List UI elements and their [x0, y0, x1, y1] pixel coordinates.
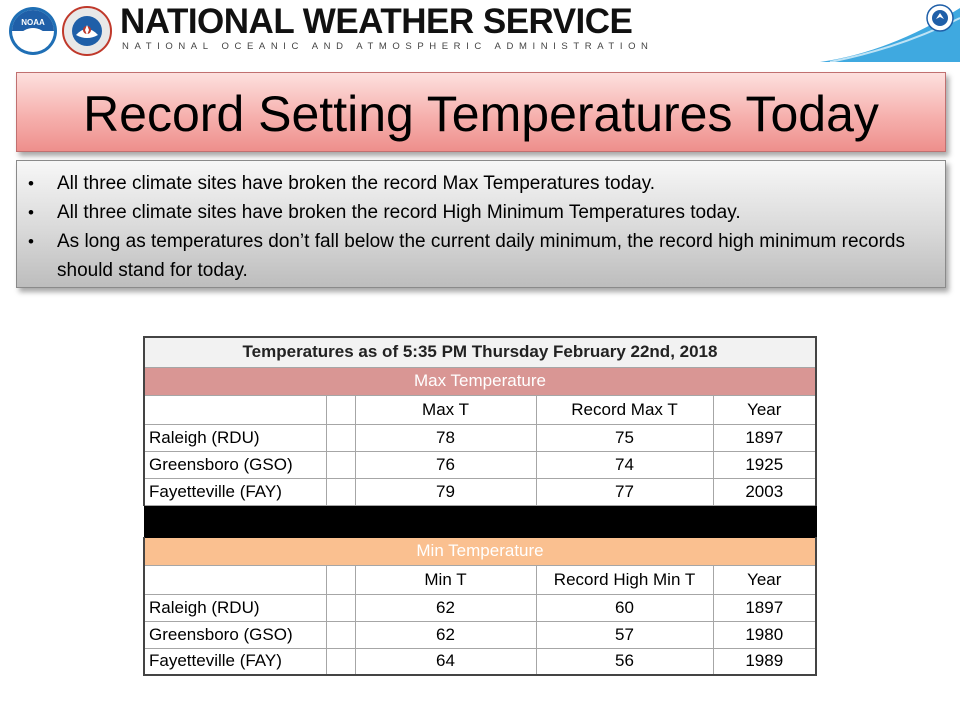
temp-cell: 78 [355, 424, 536, 451]
table-row [144, 648, 816, 675]
year-cell: 1897 [713, 594, 816, 621]
year-cell: 2003 [713, 478, 816, 505]
spacer-cell [326, 478, 355, 505]
table-title: Temperatures as of 5:35 PM Thursday February 22nd, 2018 [144, 337, 816, 367]
record-cell: 75 [536, 424, 713, 451]
bullet-item [17, 227, 945, 285]
year-cell: 1925 [713, 451, 816, 478]
slide-title: Record Setting Temperatures Today [83, 86, 879, 142]
commerce-seal-icon [926, 4, 954, 32]
site-cell: Greensboro (GSO) [144, 621, 326, 648]
bullet-text: All three climate sites have broken the record Max Temperatures today. [57, 173, 656, 194]
year-cell: 1980 [713, 621, 816, 648]
max-header-row [144, 395, 816, 424]
bullet-text: All three climate sites have broken the record High Minimum Temperatures today. [57, 202, 741, 223]
table-row [144, 621, 816, 648]
header-cell-min-t: Min T [355, 565, 536, 594]
spacer-cell [326, 451, 355, 478]
site-cell: Fayetteville (FAY) [144, 648, 326, 675]
record-cell: 56 [536, 648, 713, 675]
header-cell-empty [326, 565, 355, 594]
header-cell-empty [326, 395, 355, 424]
max-section-row [144, 367, 816, 395]
temp-cell: 79 [355, 478, 536, 505]
header-cell-empty [144, 565, 326, 594]
record-cell: 60 [536, 594, 713, 621]
site-cell: Raleigh (RDU) [144, 594, 326, 621]
temp-cell: 62 [355, 594, 536, 621]
header-cell-max-t: Max T [355, 395, 536, 424]
noaa-logo-text: NOAA [21, 18, 45, 27]
bullet-text: As long as temperatures don’t fall below the current daily minimum, the record high minimum records should stand for today. [57, 231, 905, 281]
header [0, 0, 960, 62]
record-cell: 77 [536, 478, 713, 505]
header-cell-record-max-t: Record Max T [536, 395, 713, 424]
spacer-cell [326, 594, 355, 621]
table-row [144, 594, 816, 621]
table-title-row [144, 337, 816, 367]
table-row [144, 451, 816, 478]
header-cell-record-high-min-t: Record High Min T [536, 565, 713, 594]
header-cell-year: Year [713, 395, 816, 424]
min-section-label: Min Temperature [144, 537, 816, 565]
bullet-item [17, 198, 945, 227]
year-cell: 1897 [713, 424, 816, 451]
nws-title: NATIONAL WEATHER SERVICE [120, 2, 633, 41]
nws-logo [62, 6, 112, 56]
temp-cell: 62 [355, 621, 536, 648]
spacer-cell [326, 424, 355, 451]
record-cell: 74 [536, 451, 713, 478]
header-cell-year: Year [713, 565, 816, 594]
separator-band [144, 505, 816, 537]
bullet-item [17, 169, 945, 198]
site-cell: Raleigh (RDU) [144, 424, 326, 451]
max-section-label: Max Temperature [144, 367, 816, 395]
title-banner [16, 72, 946, 152]
table-row [144, 424, 816, 451]
year-cell: 1989 [713, 648, 816, 675]
spacer-cell [326, 621, 355, 648]
record-cell: 57 [536, 621, 713, 648]
temp-cell: 64 [355, 648, 536, 675]
bullet-list [17, 161, 945, 285]
temp-cell: 76 [355, 451, 536, 478]
bullet-dot-icon: • [28, 174, 34, 193]
temperature-table [143, 336, 817, 676]
bullet-dot-icon: • [28, 232, 34, 251]
separator-row [144, 505, 816, 537]
bullets-box [16, 160, 946, 288]
min-header-row [144, 565, 816, 594]
min-section-row [144, 537, 816, 565]
header-cell-empty [144, 395, 326, 424]
table-row [144, 478, 816, 505]
site-cell: Greensboro (GSO) [144, 451, 326, 478]
nws-subtitle: NATIONAL OCEANIC AND ATMOSPHERIC ADMINISTRATION [122, 41, 654, 52]
spacer-cell [326, 648, 355, 675]
site-cell: Fayetteville (FAY) [144, 478, 326, 505]
bullet-dot-icon: • [28, 203, 34, 222]
noaa-logo [8, 6, 58, 56]
